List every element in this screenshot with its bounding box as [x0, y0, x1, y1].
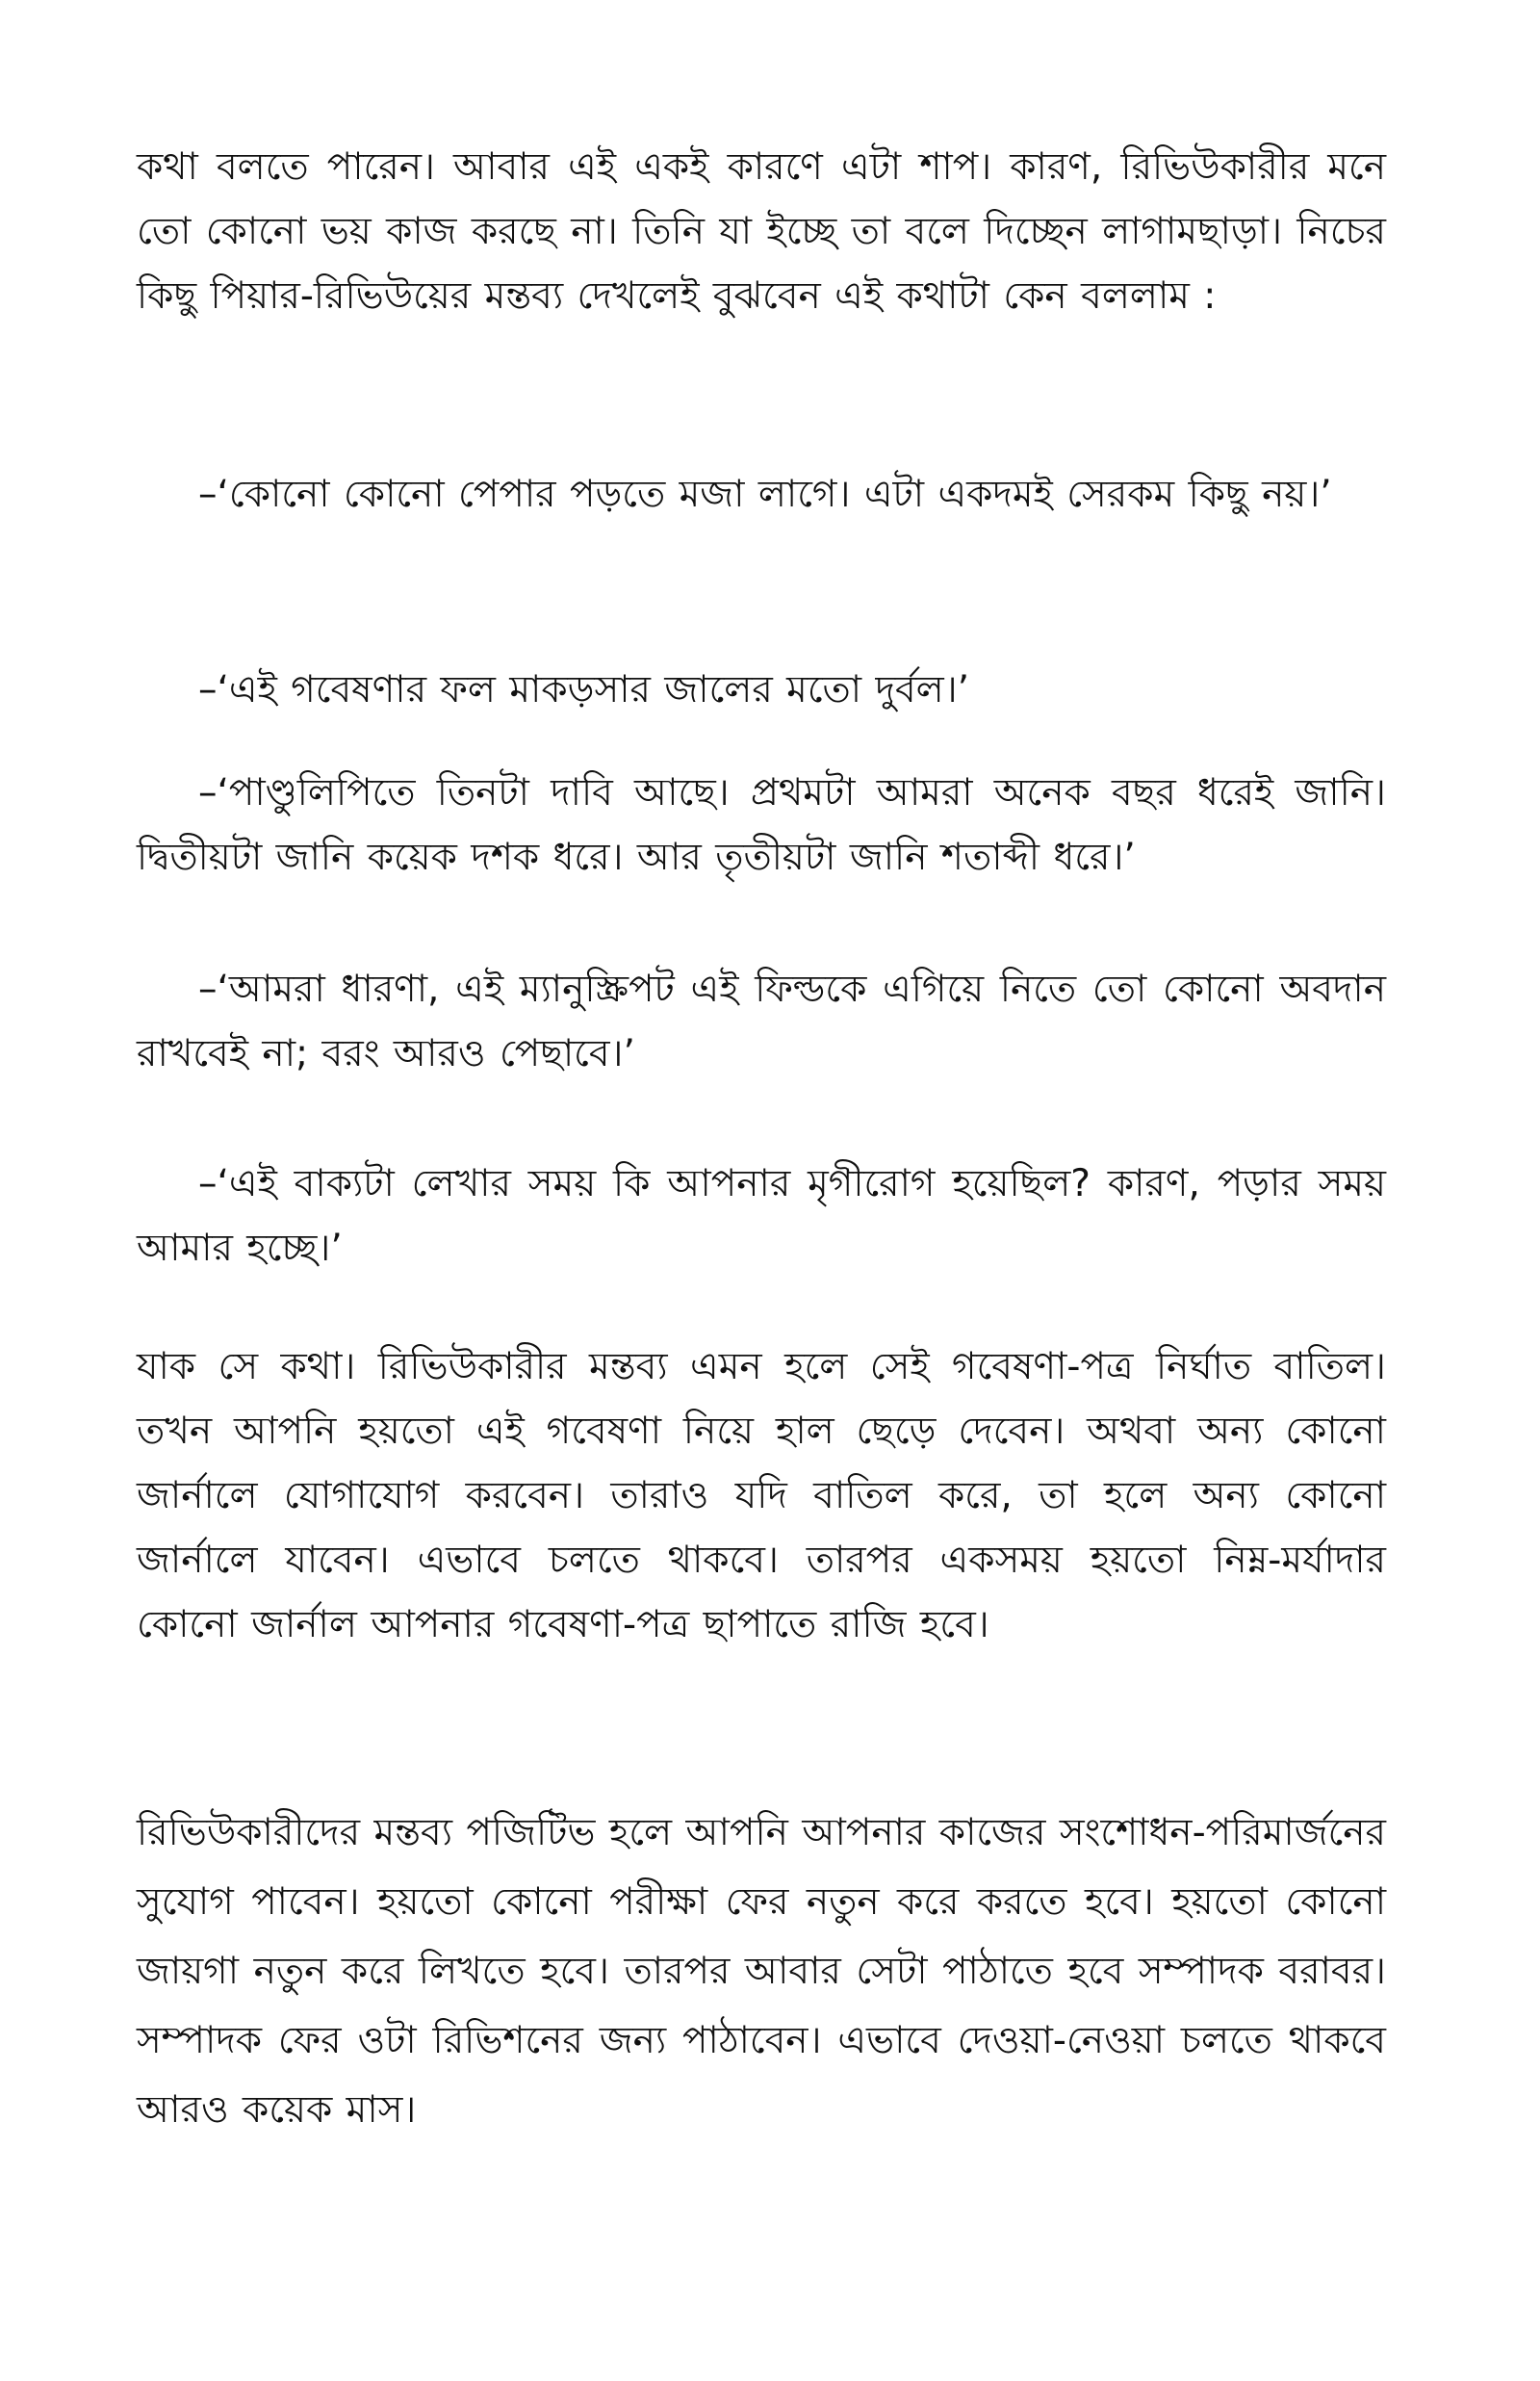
last-paragraph: রিভিউকারীদের মন্তব্য পজিটিভ হলে আপনি আপনার কাজের সংশোধন-পরিমার্জনের সুযোগ পাবেন। হয়তো কোনো পরীক্ষা ফের নতুন করে করতে হবে। হয়তো কোনো জায়গা নতুন করে লিখতে হবে। তারপর আবার সেটা পাঠাতে হবে সম্পাদক বরাবর। সম্পাদক ফের ওটা রিভিশনের জন্য পাঠাবেন। এভাবে দেওয়া-নেওয়া চলতে থাকবে আরও কয়েক মাস। — [137, 1811, 1386, 2132]
review-quote-3: –‘পাণ্ডুলিপিতে তিনটা দাবি আছে। প্রথমটা আমরা অনেক বছর ধরেই জানি। দ্বিতীয়টা জানি কয়েক দশক ধরে। আর তৃতীয়টা জানি শতাব্দী ধরে।’ — [137, 771, 1386, 879]
review-quote-1: –‘কোনো কোনো পেপার পড়তে মজা লাগে। এটা একদমই সেরকম কিছু নয়।’ — [198, 473, 1332, 516]
review-quote-2: –‘এই গবেষণার ফল মাকড়সার জালের মতো দুর্বল।’ — [198, 668, 970, 712]
intro-paragraph: কথা বলতে পারেন। আবার এই একই কারণে এটা শাপ। কারণ, রিভিউকারীর মনে তো কোনো ভয় কাজ করছে না। তিনি যা ইচ্ছে তা বলে দিচ্ছেন লাগামছাড়া। নিচের কিছু পিয়ার-রিভিউয়ের মন্তব্য দেখলেই বুঝবেন এই কথাটা কেন বললাম : — [137, 145, 1386, 318]
middle-paragraph: যাক সে কথা। রিভিউকারীর মন্তব্য এমন হলে সেই গবেষণা-পত্র নির্ঘাত বাতিল। তখন আপনি হয়তো এই গবেষণা নিয়ে হাল ছেড়ে দেবেন। অথবা অন্য কোনো জার্নালে যোগাযোগ করবেন। তারাও যদি বাতিল করে, তা হলে অন্য কোনো জার্নালে যাবেন। এভাবে চলতে থাকবে। তারপর একসময় হয়তো নিম্ন-মর্যাদার কোনো জার্নাল আপনার গবেষণা-পত্র ছাপাতে রাজি হবে। — [137, 1345, 1387, 1646]
review-quote-5: –‘এই বাক্যটা লেখার সময় কি আপনার মৃগীরোগ হয়েছিল? কারণ, পড়ার সময় আমার হচ্ছে।’ — [137, 1162, 1386, 1270]
review-quote-4: –‘আমরা ধারণা, এই ম্যানুস্ক্রিপট এই ফিল্ডকে এগিয়ে নিতে তো কোনো অবদান রাখবেই না; বরং আরও পেছাবে।’ — [137, 968, 1386, 1075]
